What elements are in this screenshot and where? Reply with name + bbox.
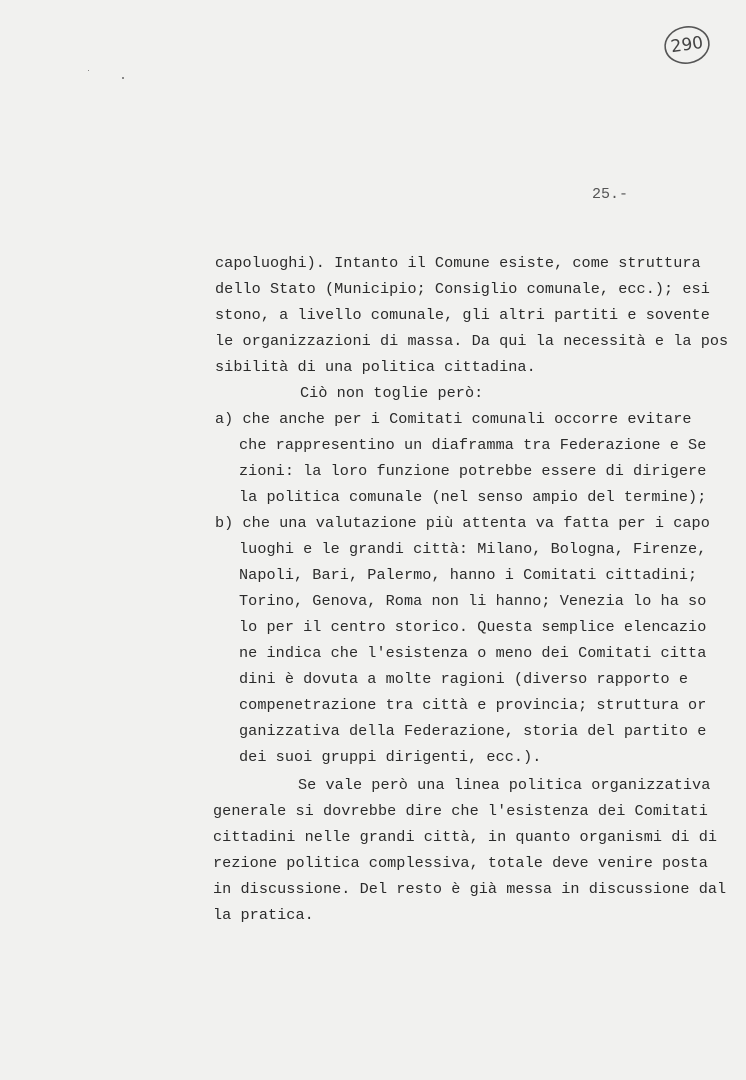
text-line: Ciò non toglie però: [300, 384, 484, 402]
text-line: generale si dovrebbe dire che l'esistenza dei Comitati [213, 802, 708, 820]
text-line: zioni: la loro funzione potrebbe essere di dirigere [239, 462, 707, 480]
text-line: compenetrazione tra città e provincia; struttura or [239, 696, 707, 714]
text-line: che rappresentino un diaframma tra Federazione e Se [239, 436, 707, 454]
speck-mark [88, 70, 89, 71]
speck-mark [122, 77, 124, 79]
text-line: la pratica. [213, 906, 314, 924]
text-line: ganizzativa della Federazione, storia del partito e [239, 722, 707, 740]
text-line: dei suoi gruppi dirigenti, ecc.). [239, 748, 542, 766]
text-line: dello Stato (Municipio; Consiglio comunale, ecc.); esi [215, 280, 710, 298]
text-line: sibilità di una politica cittadina. [215, 358, 536, 376]
text-line: dini è dovuta a molte ragioni (diverso rapporto e [239, 670, 689, 688]
text-line: Torino, Genova, Roma non li hanno; Venezia lo ha so [239, 592, 707, 610]
text-line: le organizzazioni di massa. Da qui la necessità e la pos [215, 332, 729, 350]
archive-stamp [662, 24, 712, 66]
stamp-number: 290 [669, 32, 705, 58]
list-item-a-line: a) che anche per i Comitati comunali occorre evitare [215, 410, 692, 428]
text-line: Se vale però una linea politica organizzativa [298, 776, 711, 794]
text-line: ne indica che l'esistenza o meno dei Comitati citta [239, 644, 707, 662]
text-line: lo per il centro storico. Questa semplice elencazio [239, 618, 707, 636]
text-line: Napoli, Bari, Palermo, hanno i Comitati cittadini; [239, 566, 698, 584]
text-line: la politica comunale (nel senso ampio del termine); [239, 488, 707, 506]
text-line: rezione politica complessiva, totale deve venire posta [213, 854, 708, 872]
text-line: stono, a livello comunale, gli altri partiti e sovente [215, 306, 710, 324]
text-line: in discussione. Del resto è già messa in discussione dal [213, 880, 727, 898]
text-line: cittadini nelle grandi città, in quanto organismi di di [213, 828, 718, 846]
page-number: 25.- [592, 186, 629, 203]
list-item-b-line: b) che una valutazione più attenta va fatta per i capo [215, 514, 710, 532]
text-line: luoghi e le grandi città: Milano, Bologna, Firenze, [239, 540, 707, 558]
text-line: capoluoghi). Intanto il Comune esiste, come struttura [215, 254, 701, 272]
